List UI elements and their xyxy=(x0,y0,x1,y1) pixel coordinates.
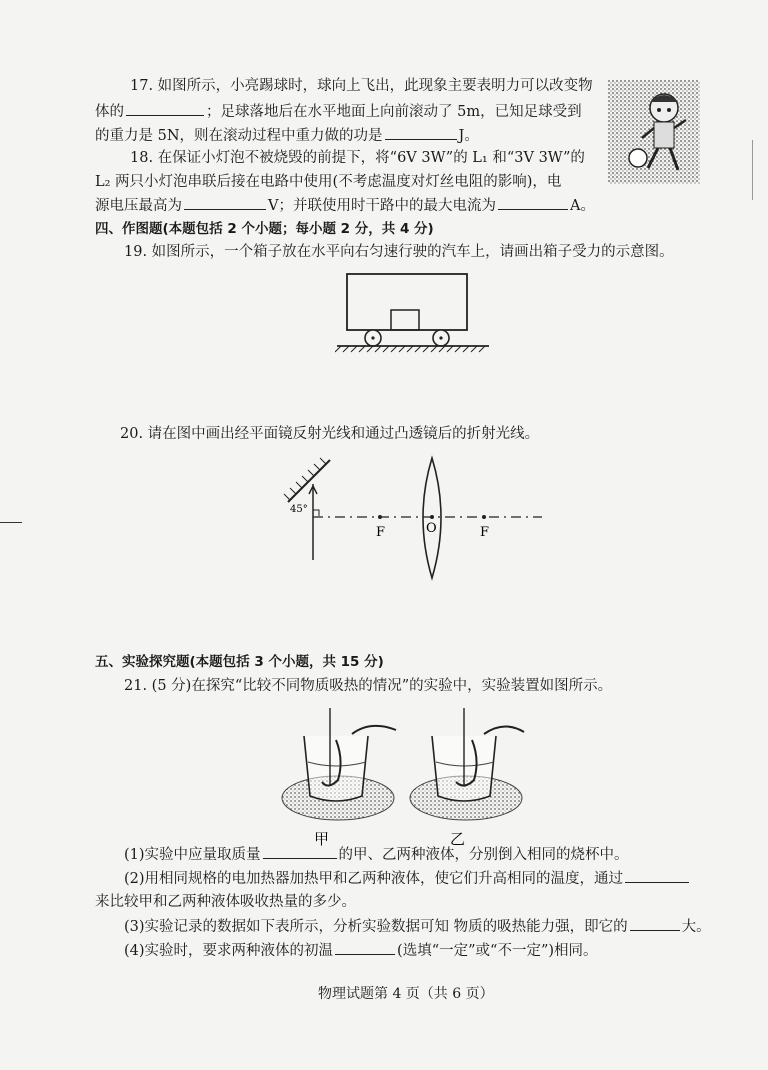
q18-line2: L₂ 两只小灯泡串联后接在电路中使用(不考虑温度对灯丝电阻的影响)，电 xyxy=(95,174,562,190)
q17-line3 xyxy=(95,125,479,146)
answer-blank-17a[interactable] xyxy=(126,101,204,116)
q21-p4 xyxy=(124,940,598,961)
q18-line3b: V；并联使用时干路中的最大电流为 xyxy=(268,198,496,214)
q21-p2a: (2)用相同规格的电加热器加热甲和乙两种液体，使它们升高相同的温度，通过 xyxy=(124,871,624,887)
q17-line1: 17. 如图所示，小亮踢球时，球向上飞出，此现象主要表明力可以改变物 xyxy=(130,78,593,94)
answer-blank-21-4[interactable] xyxy=(335,940,395,955)
q18-line3a: 源电压最高为 xyxy=(95,198,182,214)
q18-line3c: A。 xyxy=(569,198,595,214)
q21-p3 xyxy=(124,916,711,937)
answer-blank-18b[interactable] xyxy=(498,195,568,210)
q21-p1b: 的甲、乙两种液体，分别倒入相同的烧杯中。 xyxy=(338,847,629,863)
q21-p3b: 大。 xyxy=(681,919,711,935)
truck-box-diagram xyxy=(335,272,495,356)
q18-line3 xyxy=(95,195,595,216)
answer-blank-17b[interactable] xyxy=(385,125,457,140)
answer-blank-21-3[interactable] xyxy=(630,916,680,931)
q17-line2a: 体的 xyxy=(95,104,124,120)
q17-line3a: 的重力是 5N，则在滚动过程中重力做的功是 xyxy=(95,128,383,144)
q21-p2 xyxy=(124,868,691,889)
q21-p1 xyxy=(124,844,629,865)
mirror-lens-diagram xyxy=(280,450,550,586)
label-a: 甲 xyxy=(314,830,330,848)
q17-line3b: J。 xyxy=(458,128,479,144)
answer-blank-18a[interactable] xyxy=(184,195,266,210)
q17-line2 xyxy=(95,101,582,122)
q19-text: 19. 如图所示，一个箱子放在水平向右匀速行驶的汽车上，请画出箱子受力的示意图。 xyxy=(124,244,674,260)
q21-p4a: (4)实验时，要求两种液体的初温 xyxy=(124,943,334,959)
q20-text: 20. 请在图中画出经平面镜反射光线和通过凸透镜后的折射光线。 xyxy=(120,426,540,442)
section4-heading: 四、作图题(本题包括 2 个小题；每小题 2 分，共 4 分) xyxy=(95,221,434,237)
focus-right-label: F xyxy=(480,525,490,540)
label-b: 乙 xyxy=(450,830,466,848)
scan-edge-mark xyxy=(0,522,22,523)
optical-center-label: O xyxy=(426,521,437,536)
q21-p4b: (选填“一定”或“不一定”)相同。 xyxy=(397,943,598,959)
q21-p2-cont: 来比较甲和乙两种液体吸收热量的多少。 xyxy=(95,894,356,910)
focus-left-label: F xyxy=(376,525,386,540)
angle-label: 45° xyxy=(290,504,308,515)
answer-blank-21-1[interactable] xyxy=(263,844,337,859)
q21-intro: 21. (5 分)在探究“比较不同物质吸热的情况”的实验中，实验装置如图所示。 xyxy=(124,678,613,694)
q21-p3a: (3)实验记录的数据如下表所示，分析实验数据可知 物质的吸热能力强，即它的 xyxy=(124,919,628,935)
q18-line1: 18. 在保证小灯泡不被烧毁的前提下，将“6V 3W”的 L₁ 和“3V 3W”的 xyxy=(130,150,585,166)
answer-blank-21-2[interactable] xyxy=(625,868,689,883)
q21-p1a: (1)实验中应量取质量 xyxy=(124,847,261,863)
soccer-boy-illustration xyxy=(608,80,700,184)
q17-line2b: ；足球落地后在水平地面上向前滚动了 5m，已知足球受到 xyxy=(206,104,582,120)
scan-edge-shadow xyxy=(752,140,753,200)
heating-apparatus-diagram xyxy=(278,700,528,850)
section5-heading: 五、实验探究题(本题包括 3 个小题，共 15 分) xyxy=(95,654,384,670)
page-footer: 物理试题第 4 页（共 6 页） xyxy=(318,986,494,1002)
